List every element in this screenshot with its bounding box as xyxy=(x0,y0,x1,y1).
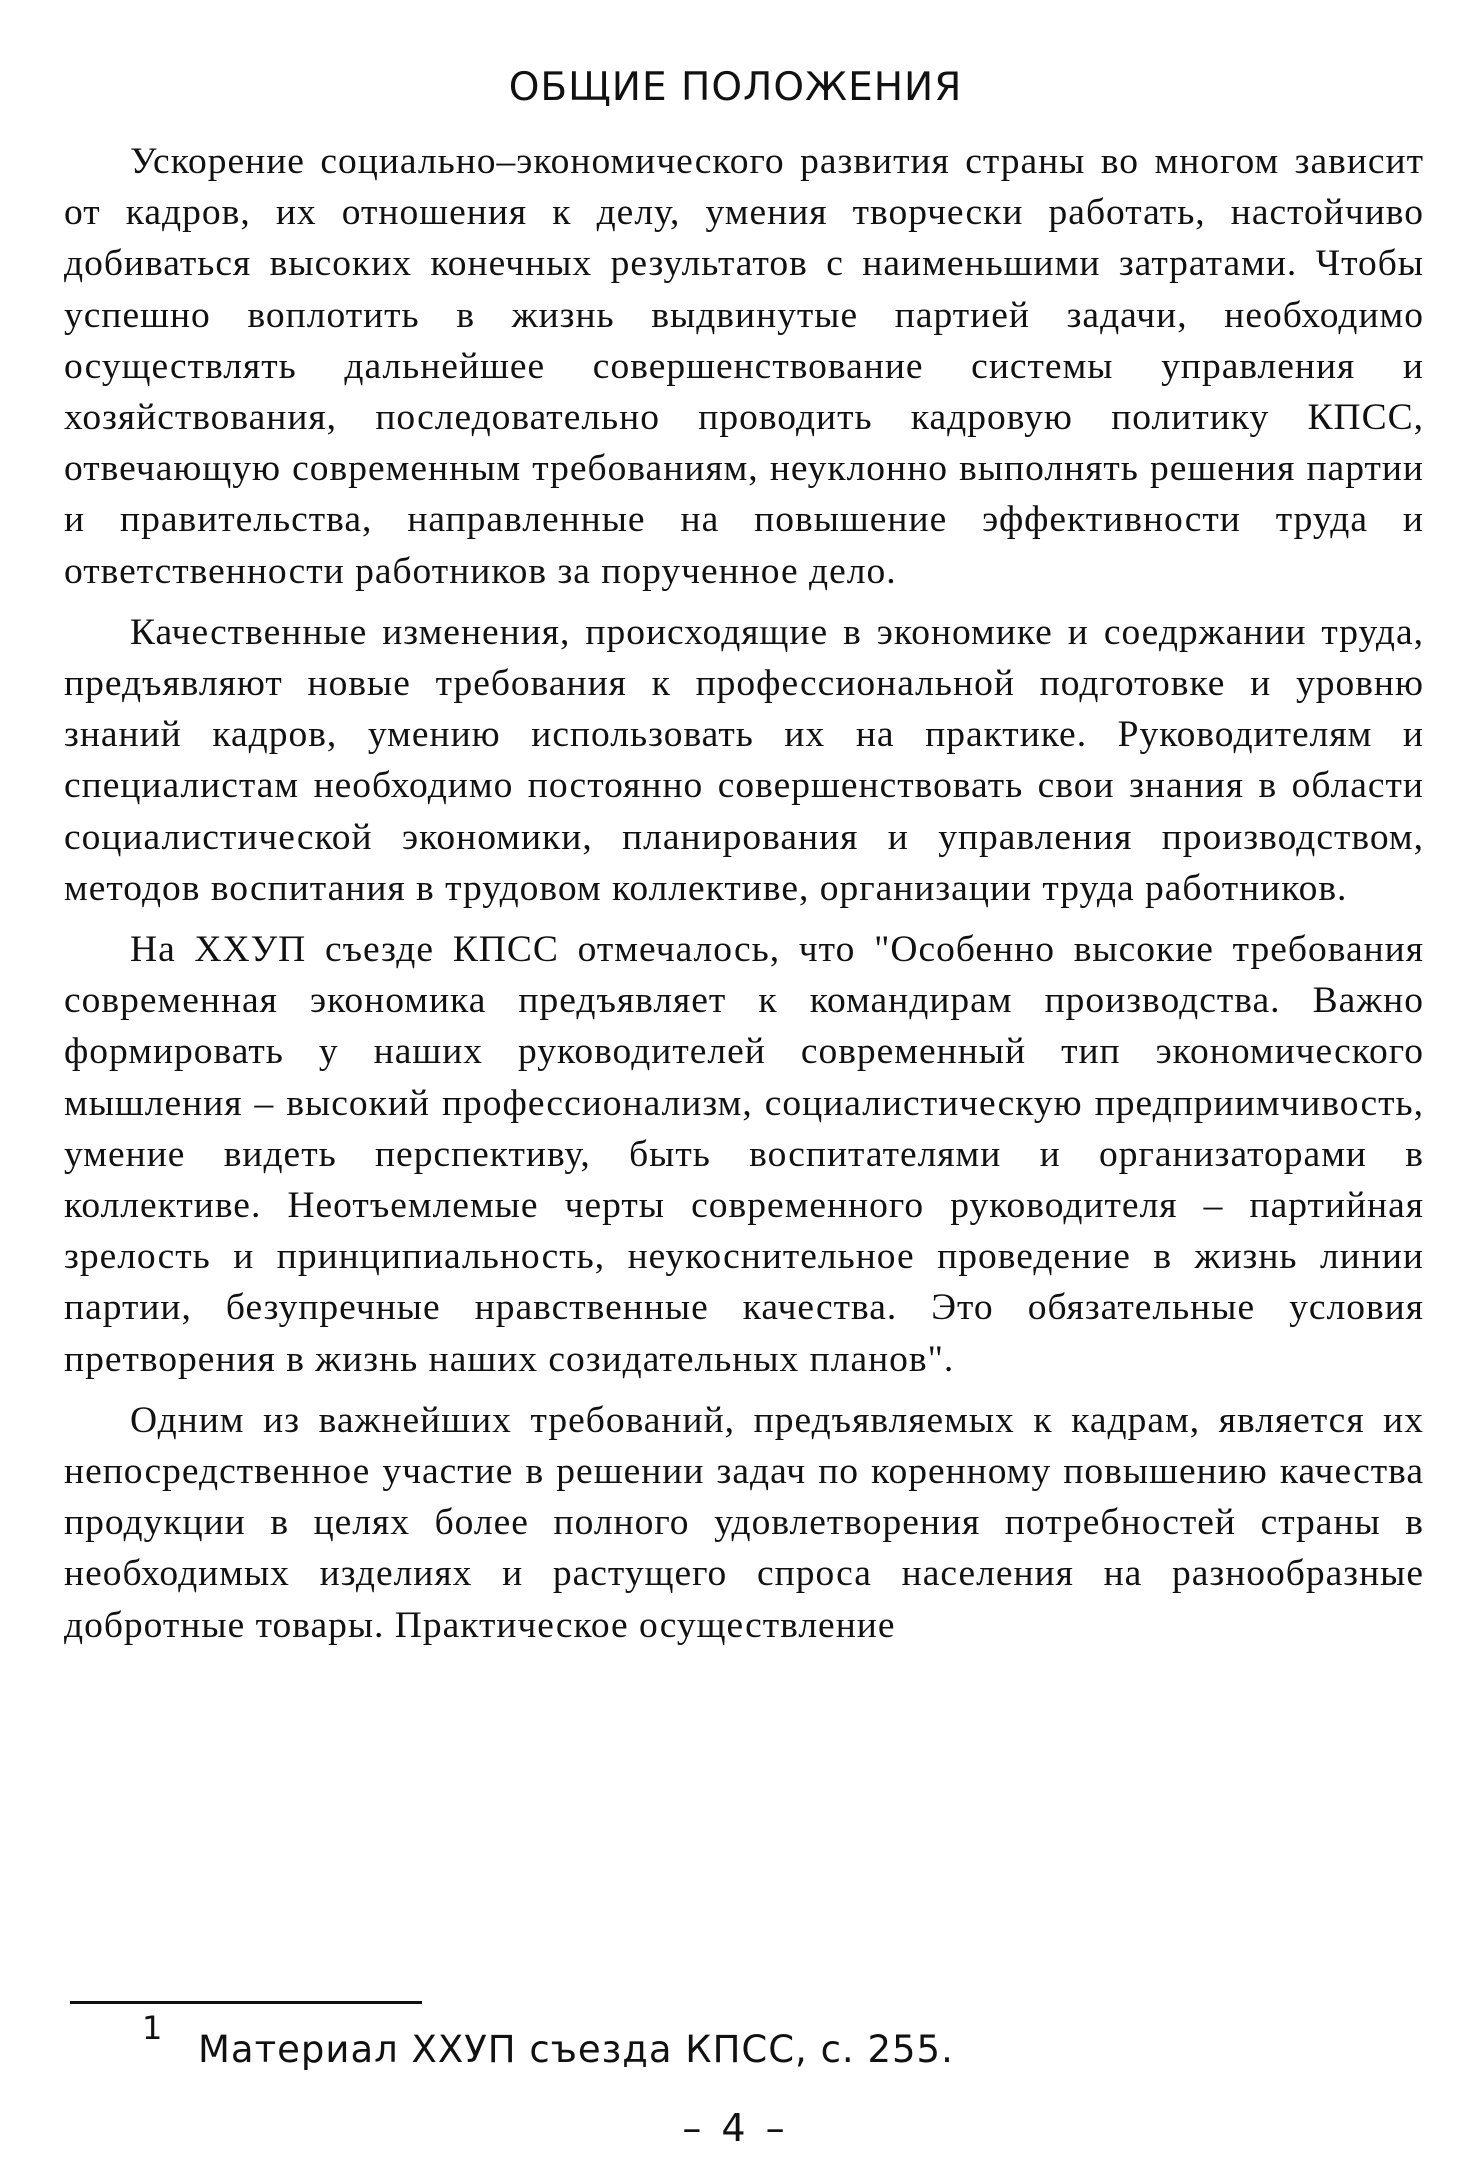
page-number: – 4 – xyxy=(682,2106,789,2150)
footnote-mark: 1 xyxy=(142,2009,164,2047)
footnote xyxy=(142,2009,1348,2078)
body-text xyxy=(64,136,1424,1651)
paragraph-1: Ускорение социально–экономического развития страны во многом зависит от кадров, их отношения к делу, умения творчески работать, настойчиво добиваться высоких конечных результатов с наименьшими затратами. Чтобы успешно воплотить в жизнь выдвинутые партией задачи, необходимо осуществлять дальнейшее совершенствование системы управления и хозяйствования, последовательно проводить кадровую политику КПСС, отвечающую современным требованиям, неуклонно выполнять решения партии и правительства, направленные на повышение эффективности труда и ответственности работников за порученное дело. xyxy=(64,141,1424,592)
section-heading: ОБЩИЕ ПОЛОЖЕНИЯ xyxy=(508,65,963,110)
footnote-text: Материал ХХУП съезда КПСС, с. 255. xyxy=(198,2028,954,2071)
footnote-divider xyxy=(70,2001,422,2004)
paragraph-4: Одним из важнейших требований, предъявляемых к кадрам, является их непосредственное участие в решении задач по коренному повышению качества продукции в целях более полного удовлетворения потребностей страны в необходимых изделиях и растущего спроса населения на разнообразные добротные товары. Практическое осуществление xyxy=(64,1399,1424,1646)
paragraph-2: Качественные изменения, происходящие в экономике и соедржании труда, предъявляют новые требования к профессиональной подготовке и уровню знаний кадров, умению использовать их на практике. Руководителям и специалистам необходимо постоянно совершенствовать свои знания в области социалистической экономики, планирования и управления производством, методов воспитания в трудовом коллективе, организации труда работников. xyxy=(64,611,1424,909)
paragraph-3: На ХХУП съезде КПСС отмечалось, что "Особенно высокие требования современная экономика предъявляет к командирам производства. Важно формировать у наших руководителей современный тип экономического мышления – высокий профессионализм, социалистическую предприимчивость, умение видеть перспективу, быть воспитателями и организаторами в коллективе. Неотъемлемые черты современного руководителя – партийная зрелость и принципиальность, неукоснительное проведение в жизнь линии партии, безупречные нравственные качества. Это обязательные условия претворения в жизнь наших созидательных планов". xyxy=(64,929,1424,1380)
